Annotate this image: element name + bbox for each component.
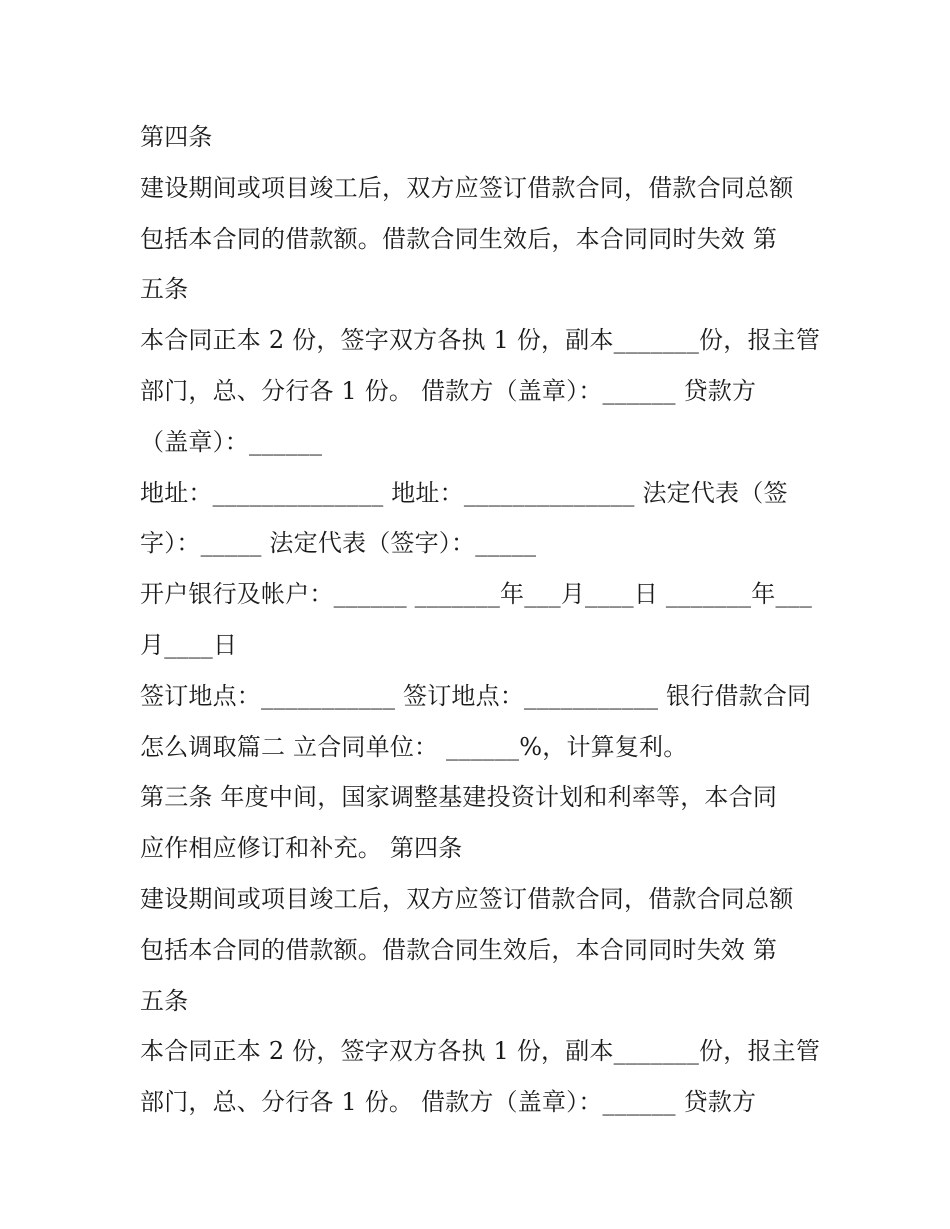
text-line: 月____日 — [140, 630, 238, 659]
text-line: 五条 — [140, 275, 189, 304]
text-line: 字）：_____ 法定代表（签字）：_____ — [140, 529, 537, 558]
text-line: （盖章）：______ — [140, 427, 323, 456]
document-body — [140, 112, 820, 1128]
text-line: 建设期间或项目竣工后，双方应签订借款合同，借款合同总额 — [140, 884, 794, 913]
text-line: 第四条 — [140, 123, 213, 151]
text-line: 怎么调取篇二 立合同单位： ______%，计算复利。 — [140, 732, 688, 761]
text-line: 包括本合同的借款额。借款合同生效后，本合同同时失效 第 — [140, 224, 778, 253]
text-line: 第三条 年度中间，国家调整基建投资计划和利率等，本合同 — [140, 783, 778, 812]
text-line: 地址：______________ 地址：______________ 法定代表（签 — [140, 478, 788, 507]
text-line: 本合同正本 2 份，签字双方各执 1 份，副本_______份，报主管 — [140, 1037, 821, 1066]
text-line: 本合同正本 2 份，签字双方各执 1 份，副本_______份，报主管 — [140, 326, 821, 355]
text-line: 建设期间或项目竣工后，双方应签订借款合同，借款合同总额 — [140, 173, 794, 202]
text-line: 签订地点：___________ 签订地点：___________ 银行借款合同 — [140, 681, 812, 710]
text-line: 五条 — [140, 986, 189, 1015]
text-line: 部门，总、分行各 1 份。 借款方（盖章）：______ 贷款方 — [140, 376, 757, 405]
text-line: 开户银行及帐户：______ _______年___月____日 _______年___ — [140, 580, 813, 609]
text-line: 部门，总、分行各 1 份。 借款方（盖章）：______ 贷款方 — [140, 1088, 757, 1117]
text-line: 包括本合同的借款额。借款合同生效后，本合同同时失效 第 — [140, 935, 778, 964]
text-line: 应作相应修订和补充。 第四条 — [140, 834, 463, 863]
